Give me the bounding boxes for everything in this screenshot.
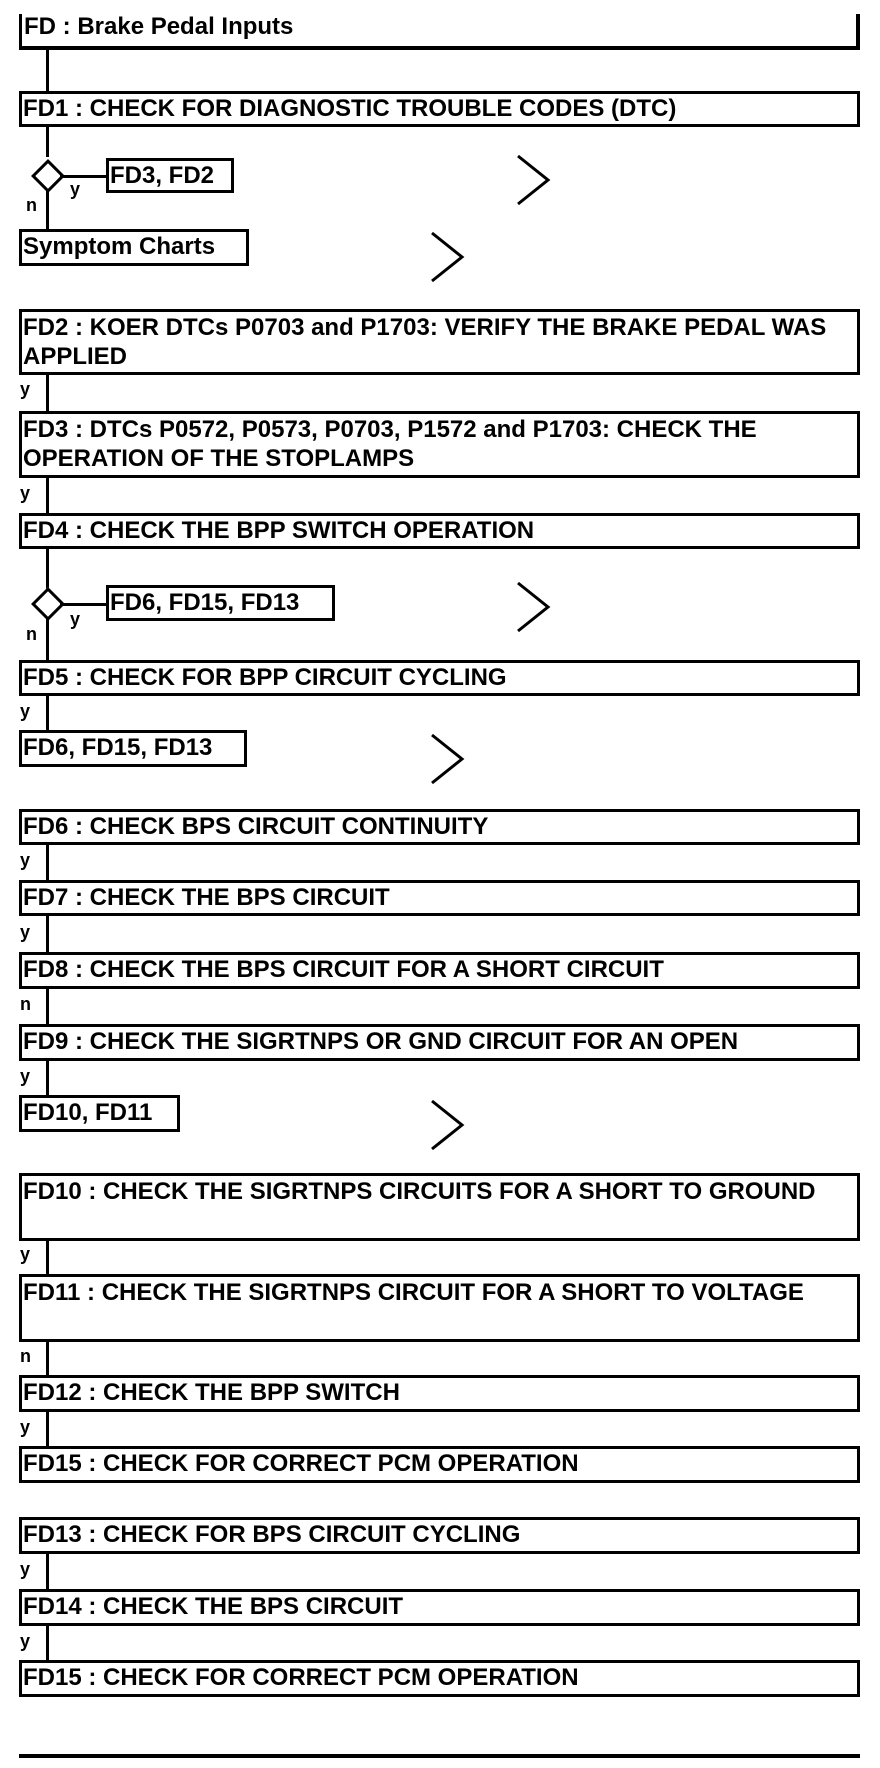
link-fd6-fd15-fd13[interactable]: FD6, FD15, FD13 xyxy=(106,585,335,621)
connector xyxy=(46,989,49,1025)
step-fd13[interactable]: FD13 : CHECK FOR BPS CIRCUIT CYCLING xyxy=(19,1517,860,1554)
step-fd2[interactable]: FD2 : KOER DTCs P0703 and P1703: VERIFY THE BRAKE PEDAL WAS APPLIED xyxy=(19,309,860,375)
connector xyxy=(46,1061,49,1097)
yes-label: y xyxy=(20,1244,31,1264)
connector xyxy=(46,1626,49,1662)
connector xyxy=(46,478,49,514)
step-fd8[interactable]: FD8 : CHECK THE BPS CIRCUIT FOR A SHORT CIRCUIT xyxy=(19,952,860,989)
chart-title: FD : Brake Pedal Inputs xyxy=(19,14,860,50)
footer-divider xyxy=(19,1754,860,1758)
chevron-right-icon xyxy=(516,581,556,633)
yes-label: y xyxy=(70,609,81,629)
connector xyxy=(46,618,49,664)
yes-label: y xyxy=(20,1631,31,1651)
yes-label: y xyxy=(20,1417,31,1437)
step-fd6[interactable]: FD6 : CHECK BPS CIRCUIT CONTINUITY xyxy=(19,809,860,845)
connector xyxy=(46,916,49,952)
step-fd14[interactable]: FD14 : CHECK THE BPS CIRCUIT xyxy=(19,1589,860,1626)
no-label: n xyxy=(20,994,31,1014)
connector xyxy=(46,127,49,157)
connector xyxy=(46,696,49,732)
yes-label: y xyxy=(20,1066,31,1086)
yes-label: y xyxy=(20,850,31,870)
step-fd10[interactable]: FD10 : CHECK THE SIGRTNPS CIRCUITS FOR A SHORT TO GROUND xyxy=(19,1173,860,1241)
yes-label: y xyxy=(20,483,31,503)
link-fd6-fd15-fd13[interactable]: FD6, FD15, FD13 xyxy=(19,730,247,767)
connector xyxy=(46,1412,49,1448)
step-fd3[interactable]: FD3 : DTCs P0572, P0573, P0703, P1572 and P1703: CHECK THE OPERATION OF THE STOPLAMPS xyxy=(19,411,860,478)
link-symptom-charts[interactable]: Symptom Charts xyxy=(19,229,249,266)
yes-label: y xyxy=(20,701,31,721)
link-fd3-fd2[interactable]: FD3, FD2 xyxy=(106,158,234,193)
chevron-right-icon xyxy=(516,154,556,206)
connector xyxy=(46,1241,49,1275)
yes-label: y xyxy=(20,922,31,942)
chevron-right-icon xyxy=(430,1099,470,1151)
chevron-right-icon xyxy=(430,231,470,283)
connector xyxy=(46,50,49,94)
step-fd4[interactable]: FD4 : CHECK THE BPP SWITCH OPERATION xyxy=(19,513,860,549)
yes-label: y xyxy=(20,1559,31,1579)
connector xyxy=(46,190,49,231)
no-label: n xyxy=(26,624,37,644)
no-label: n xyxy=(20,1346,31,1366)
step-fd12[interactable]: FD12 : CHECK THE BPP SWITCH xyxy=(19,1375,860,1412)
chevron-right-icon xyxy=(430,733,470,785)
step-fd1[interactable]: FD1 : CHECK FOR DIAGNOSTIC TROUBLE CODES (DTC) xyxy=(19,91,860,127)
step-fd15[interactable]: FD15 : CHECK FOR CORRECT PCM OPERATION xyxy=(19,1446,860,1483)
step-fd7[interactable]: FD7 : CHECK THE BPS CIRCUIT xyxy=(19,880,860,916)
no-label: n xyxy=(26,195,37,215)
connector xyxy=(60,175,108,178)
connector xyxy=(46,845,49,881)
connector xyxy=(46,375,49,411)
connector xyxy=(46,1554,49,1590)
connector xyxy=(60,603,108,606)
yes-label: y xyxy=(20,379,31,399)
link-fd10-fd11[interactable]: FD10, FD11 xyxy=(19,1095,180,1132)
connector xyxy=(46,1342,49,1376)
yes-label: y xyxy=(70,179,81,199)
step-fd15[interactable]: FD15 : CHECK FOR CORRECT PCM OPERATION xyxy=(19,1660,860,1697)
connector xyxy=(46,549,49,589)
step-fd5[interactable]: FD5 : CHECK FOR BPP CIRCUIT CYCLING xyxy=(19,660,860,696)
step-fd11[interactable]: FD11 : CHECK THE SIGRTNPS CIRCUIT FOR A SHORT TO VOLTAGE xyxy=(19,1274,860,1342)
step-fd9[interactable]: FD9 : CHECK THE SIGRTNPS OR GND CIRCUIT FOR AN OPEN xyxy=(19,1024,860,1061)
